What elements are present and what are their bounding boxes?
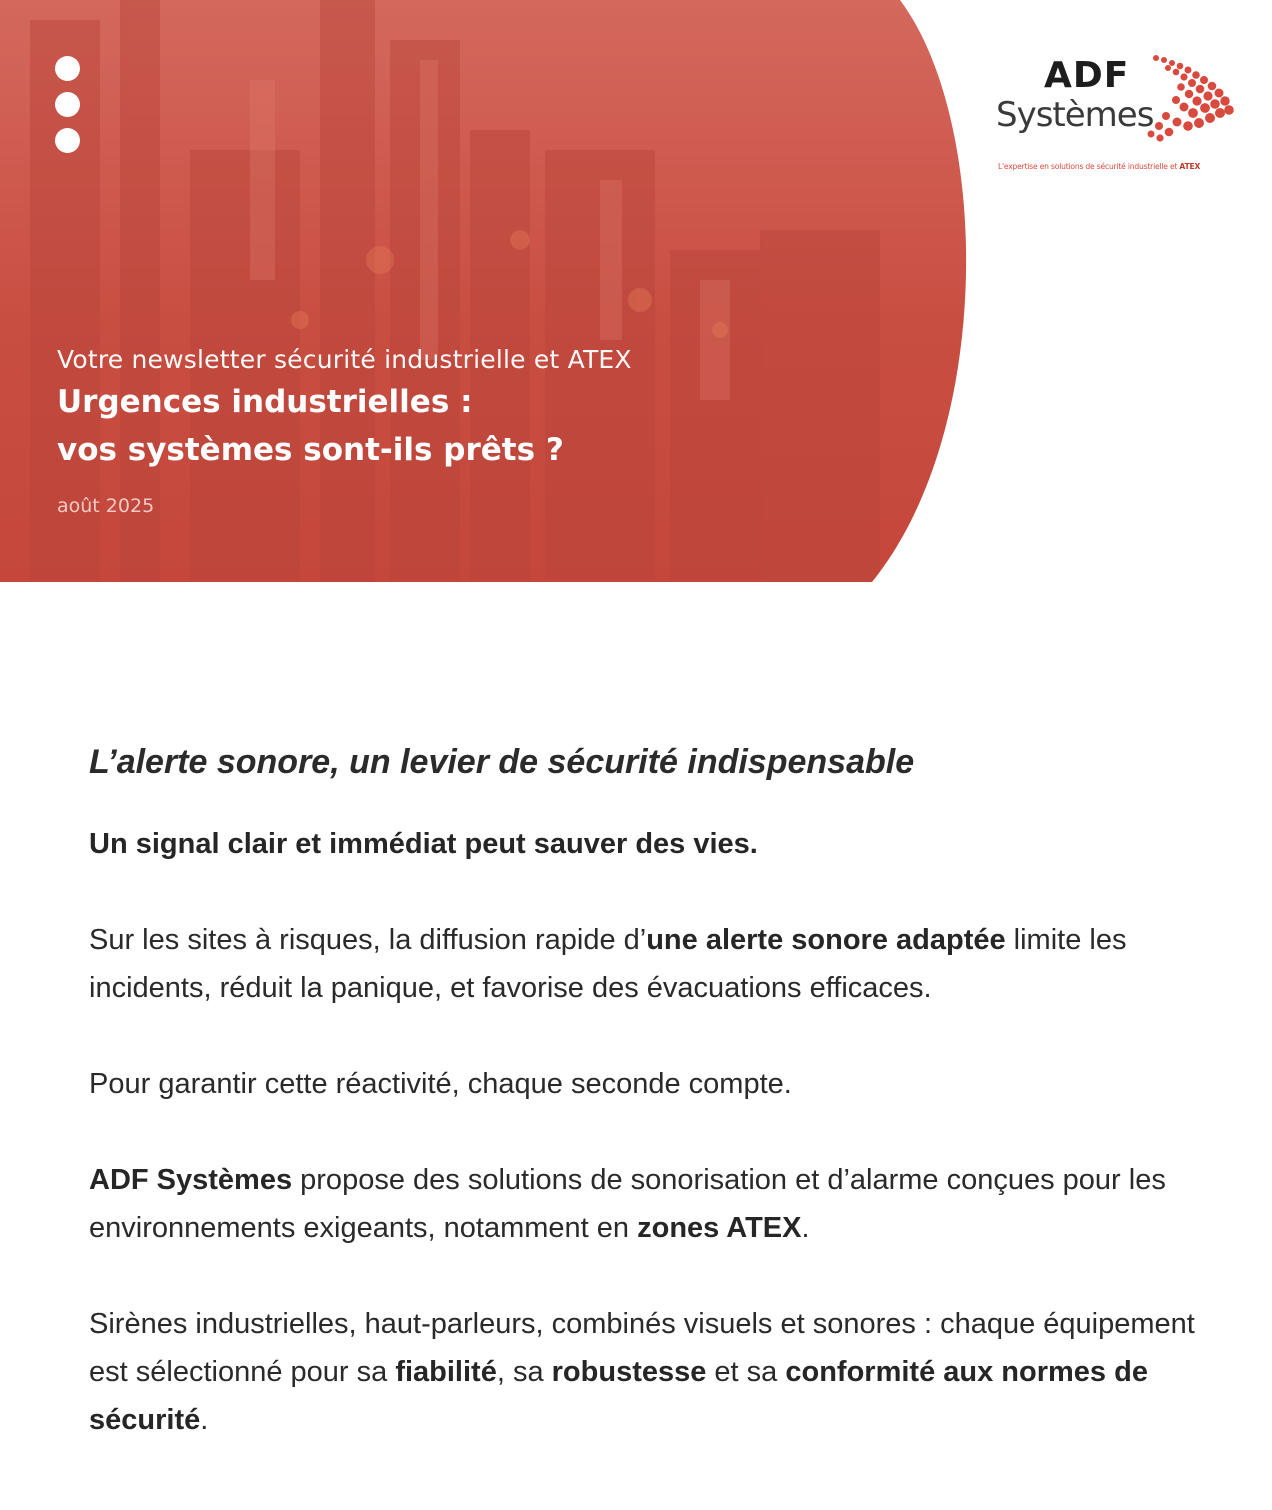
logo-name: Systèmes	[996, 95, 1154, 135]
logo-tagline: L'expertise en solutions de sécurité industrielle et ATEX	[998, 162, 1201, 171]
hero-banner	[0, 0, 1272, 582]
article-paragraph-3: ADF Systèmes propose des solutions de sonorisation et d’alarme conçues pour les environnements exigeants, notamment en zones ATEX.	[89, 1164, 1166, 1244]
article-lead: Un signal clair et immédiat peut sauver des vies.	[89, 828, 758, 860]
hero-kicker: Votre newsletter sécurité industrielle et ATEX	[57, 345, 632, 374]
article-paragraph-4: Sirènes industrielles, haut-parleurs, combinés visuels et sonores : chaque équipement est sélectionné pour sa fiabilité, sa robustesse et sa conformité aux normes de sécurité.	[89, 1308, 1195, 1436]
article-title: L’alerte sonore, un levier de sécurité indispensable	[89, 743, 915, 781]
hero-date: août 2025	[57, 495, 155, 517]
hero-title-line1: Urgences industrielles :	[57, 384, 473, 420]
menu-dots-icon	[55, 56, 81, 164]
article-paragraph-2: Pour garantir cette réactivité, chaque seconde compte.	[89, 1068, 792, 1100]
logo-brand: ADF	[1044, 55, 1130, 96]
hero-title-line2: vos systèmes sont-ils prêts ?	[57, 432, 564, 468]
hero-text-block	[57, 342, 757, 517]
article	[89, 740, 1209, 1492]
article-paragraph-1: Sur les sites à risques, la diffusion rapide d’une alerte sonore adaptée limite les incidents, réduit la panique, et favorise des évacuations efficaces.	[89, 924, 1127, 1004]
adf-systemes-logo[interactable]	[996, 50, 1246, 180]
